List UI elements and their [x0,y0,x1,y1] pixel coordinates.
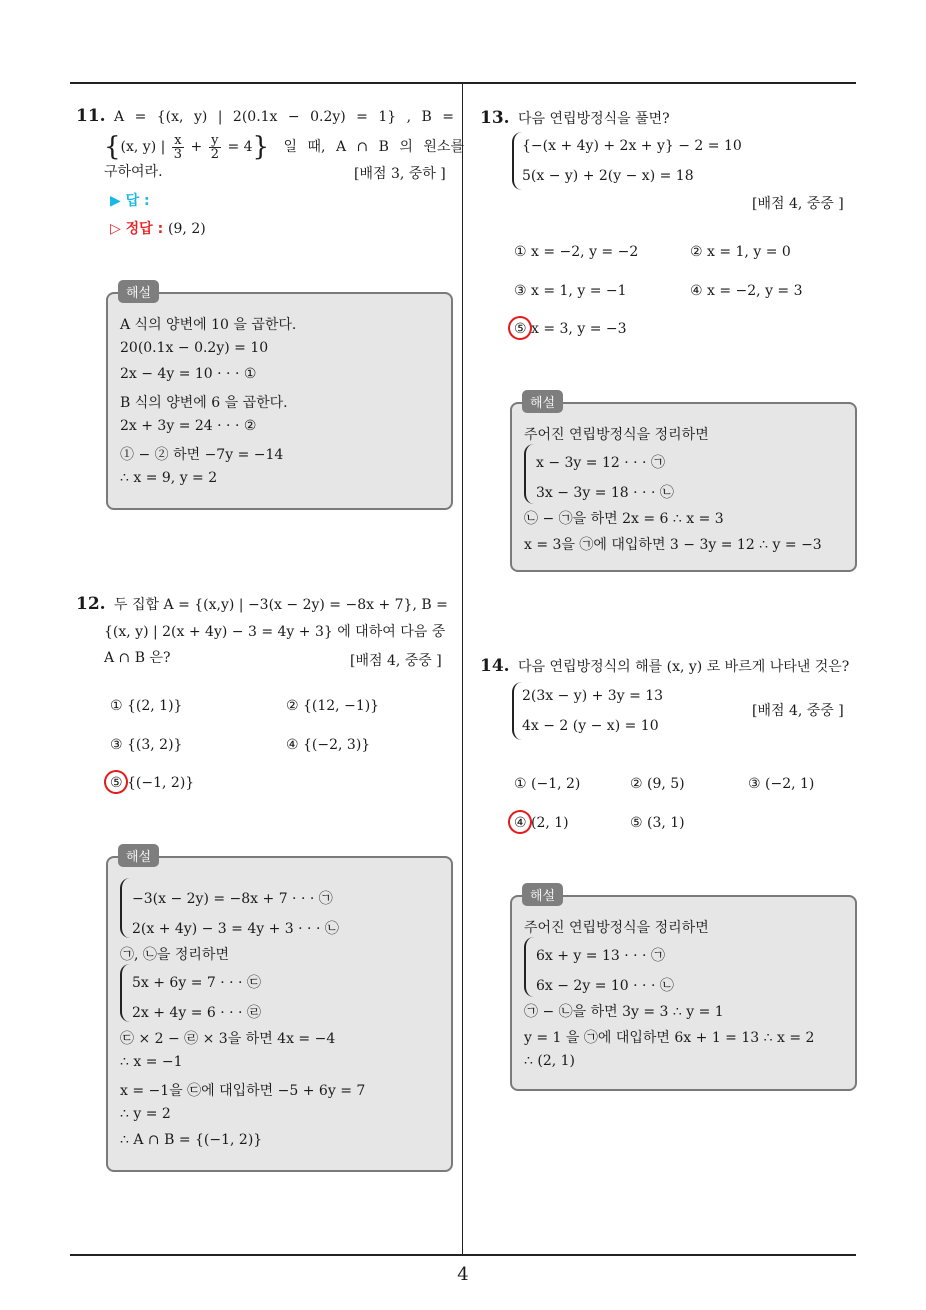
q12-correct-circle-mark [101,767,132,798]
q12-line1 [76,594,448,615]
q12-system-brace-2 [120,964,130,1022]
q13-solution-line: x − 3y = 12 · · · ㉠ [536,455,665,471]
q13-solution-box [510,402,857,572]
q13-solution-tab: 해설 [522,390,563,413]
q14-solution-box [510,895,857,1091]
top-rule [70,82,856,84]
q13-title: 다음 연립방정식을 풀면? [518,111,670,127]
q13-score: [배점 4, 중중 ] [752,196,844,212]
q11-line2: {(x, y) | $\frac{x}{3}$ + $\frac{y}{2}$ = 4} 일 때, A ∩ B 의 원소를 [104,132,464,162]
q12-choice-5[interactable]: ⑤ {(−1, 2)} [110,775,195,791]
q11-solution-line: ① − ② 하면 −7y = −14 [120,447,284,463]
q14-solution-line: 6x + y = 13 · · · ㉠ [536,948,665,964]
q14-solution-brace [524,937,534,997]
q12-solution-line: ㉠, ㉡을 정리하면 [120,947,229,963]
q12-solution-line: ∴ y = 2 [120,1106,171,1122]
q11-set-b-prefix: (x, y) | [120,139,166,155]
q14-solution-tab: 해설 [522,883,563,906]
q11-solution-tab: 해설 [118,280,159,303]
q11-answer-label: ▶ 답 : [110,193,150,209]
q13-solution-line: x = 3을 ㉠에 대입하면 3 − 3y = 12 ∴ y = −3 [524,537,822,553]
column-divider [462,84,463,1254]
q12-stem-1: 두 집합 A = {(x,y) | −3(x − 2y) = −8x + 7}, B = [114,597,448,613]
q13-solution-brace [524,444,534,504]
q12-solution-tab: 해설 [118,844,159,867]
q12-solution-line: 5x + 6y = 7 · · · ㉢ [132,975,261,991]
q12-solution-line: ∴ A ∩ B = {(−1, 2)} [120,1132,263,1148]
q14-equation-2: 4x − 2 (y − x) = 10 [522,718,659,734]
q11-correct-label: ▷ 정답 : [110,221,164,237]
q13-system-brace [512,132,522,190]
q13-choice-3[interactable]: ③ x = 1, y = −1 [514,283,627,299]
q12-solution-line: ∴ x = −1 [120,1054,183,1070]
q14-solution-line: 주어진 연립방정식을 정리하면 [524,920,709,936]
q11-solution-line: ∴ x = 9, y = 2 [120,470,218,486]
q13-choice-5[interactable]: ⑤ x = 3, y = −3 [514,321,627,337]
q13-title-line [480,108,670,129]
q11-line2-tail: 일 때, A ∩ B 의 원소를 [283,139,464,155]
q14-choice-1[interactable]: ① (−1, 2) [514,776,581,792]
q14-equation-1: 2(3x − y) + 3y = 13 [522,688,664,704]
q12-solution-box [106,856,453,1172]
q11-fraction-x3: $\frac{x}{3}$ [173,132,183,162]
q11-line3: 구하여라. [104,164,163,180]
q11-line1 [76,106,454,127]
q13-solution-line: 3x − 3y = 18 · · · ㉡ [536,485,674,501]
q14-choice-2[interactable]: ② (9, 5) [630,776,685,792]
q11-correct-answer [110,218,206,238]
q12-score: [배점 4, 중중 ] [350,653,442,669]
q11-solution-line: 20(0.1x − 0.2y) = 10 [120,340,269,356]
q12-solution-line: ㉢ × 2 − ㉣ × 3을 하면 4x = −4 [120,1031,336,1047]
q13-solution-line: 주어진 연립방정식을 정리하면 [524,427,709,443]
q11-fraction-y2: $\frac{y}{2}$ [210,132,219,162]
q12-number: 12. [76,594,106,614]
q13-solution-line: ㉡ − ㉠을 하면 2x = 6 ∴ x = 3 [524,511,724,527]
q14-title: 다음 연립방정식의 해를 (x, y) 로 바르게 나타낸 것은? [518,659,850,675]
q14-number: 14. [480,656,510,676]
q12-choice-1[interactable]: ① {(2, 1)} [110,698,183,714]
q13-choice-4[interactable]: ④ x = −2, y = 3 [690,283,803,299]
q14-solution-line: ㉠ − ㉡을 하면 3y = 3 ∴ y = 1 [524,1004,724,1020]
q12-choice-2[interactable]: ② {(12, −1)} [286,698,380,714]
q12-solution-line: x = −1을 ㉢에 대입하면 −5 + 6y = 7 [120,1083,366,1099]
q11-solution-box [106,292,453,510]
q14-solution-line: y = 1 을 ㉠에 대입하면 6x + 1 = 13 ∴ x = 2 [524,1030,815,1046]
q14-choice-3[interactable]: ③ (−2, 1) [748,776,815,792]
q12-solution-line: 2x + 4y = 6 · · · ㉣ [132,1005,261,1021]
q14-solution-line: ∴ (2, 1) [524,1053,575,1069]
q11-correct-value: (9, 2) [168,221,206,237]
q14-choice-4[interactable]: ④ (2, 1) [514,815,569,831]
q12-line2: {(x, y) | 2(x + 4y) − 3 = 4y + 3} 에 대하여 다음 중 [104,624,446,640]
q11-solution-line: 2x − 4y = 10 · · · ① [120,366,257,382]
page-number: 4 [457,1264,469,1285]
q11-solution-line: A 식의 양변에 10 을 곱한다. [120,317,297,333]
q12-solution-line: 2(x + 4y) − 3 = 4y + 3 · · · ㉡ [132,921,339,937]
q14-solution-line: 6x − 2y = 10 · · · ㉡ [536,978,674,994]
q14-system-brace [512,682,522,740]
q13-choice-2[interactable]: ② x = 1, y = 0 [690,244,791,260]
q12-system-brace-1 [120,878,130,938]
q13-choice-1[interactable]: ① x = −2, y = −2 [514,244,639,260]
q14-title-line [480,656,849,677]
q11-solution-line: B 식의 양변에 6 을 곱한다. [120,395,288,411]
q13-equation-2: 5(x − y) + 2(y − x) = 18 [522,168,694,184]
q11-number: 11. [76,106,106,126]
q13-equation-1: {−(x + 4y) + 2x + y} − 2 = 10 [522,138,742,154]
q14-correct-circle-mark [505,807,536,838]
q12-choice-4[interactable]: ④ {(−2, 3)} [286,737,371,753]
q12-choice-3[interactable]: ③ {(3, 2)} [110,737,183,753]
q14-choice-5[interactable]: ⑤ (3, 1) [630,815,685,831]
q12-solution-line: −3(x − 2y) = −8x + 7 · · · ㉠ [132,891,333,907]
q11-score: [배점 3, 중하 ] [354,166,446,182]
bottom-rule [70,1254,856,1256]
q14-score: [배점 4, 중중 ] [752,703,844,719]
q13-correct-circle-mark [505,313,536,344]
q11-set-a: A = {(x, y) | 2(0.1x − 0.2y) = 1} , B = [114,109,454,125]
q12-line3: A ∩ B 은? [104,650,171,666]
q13-number: 13. [480,108,510,128]
q11-solution-line: 2x + 3y = 24 · · · ② [120,418,257,434]
